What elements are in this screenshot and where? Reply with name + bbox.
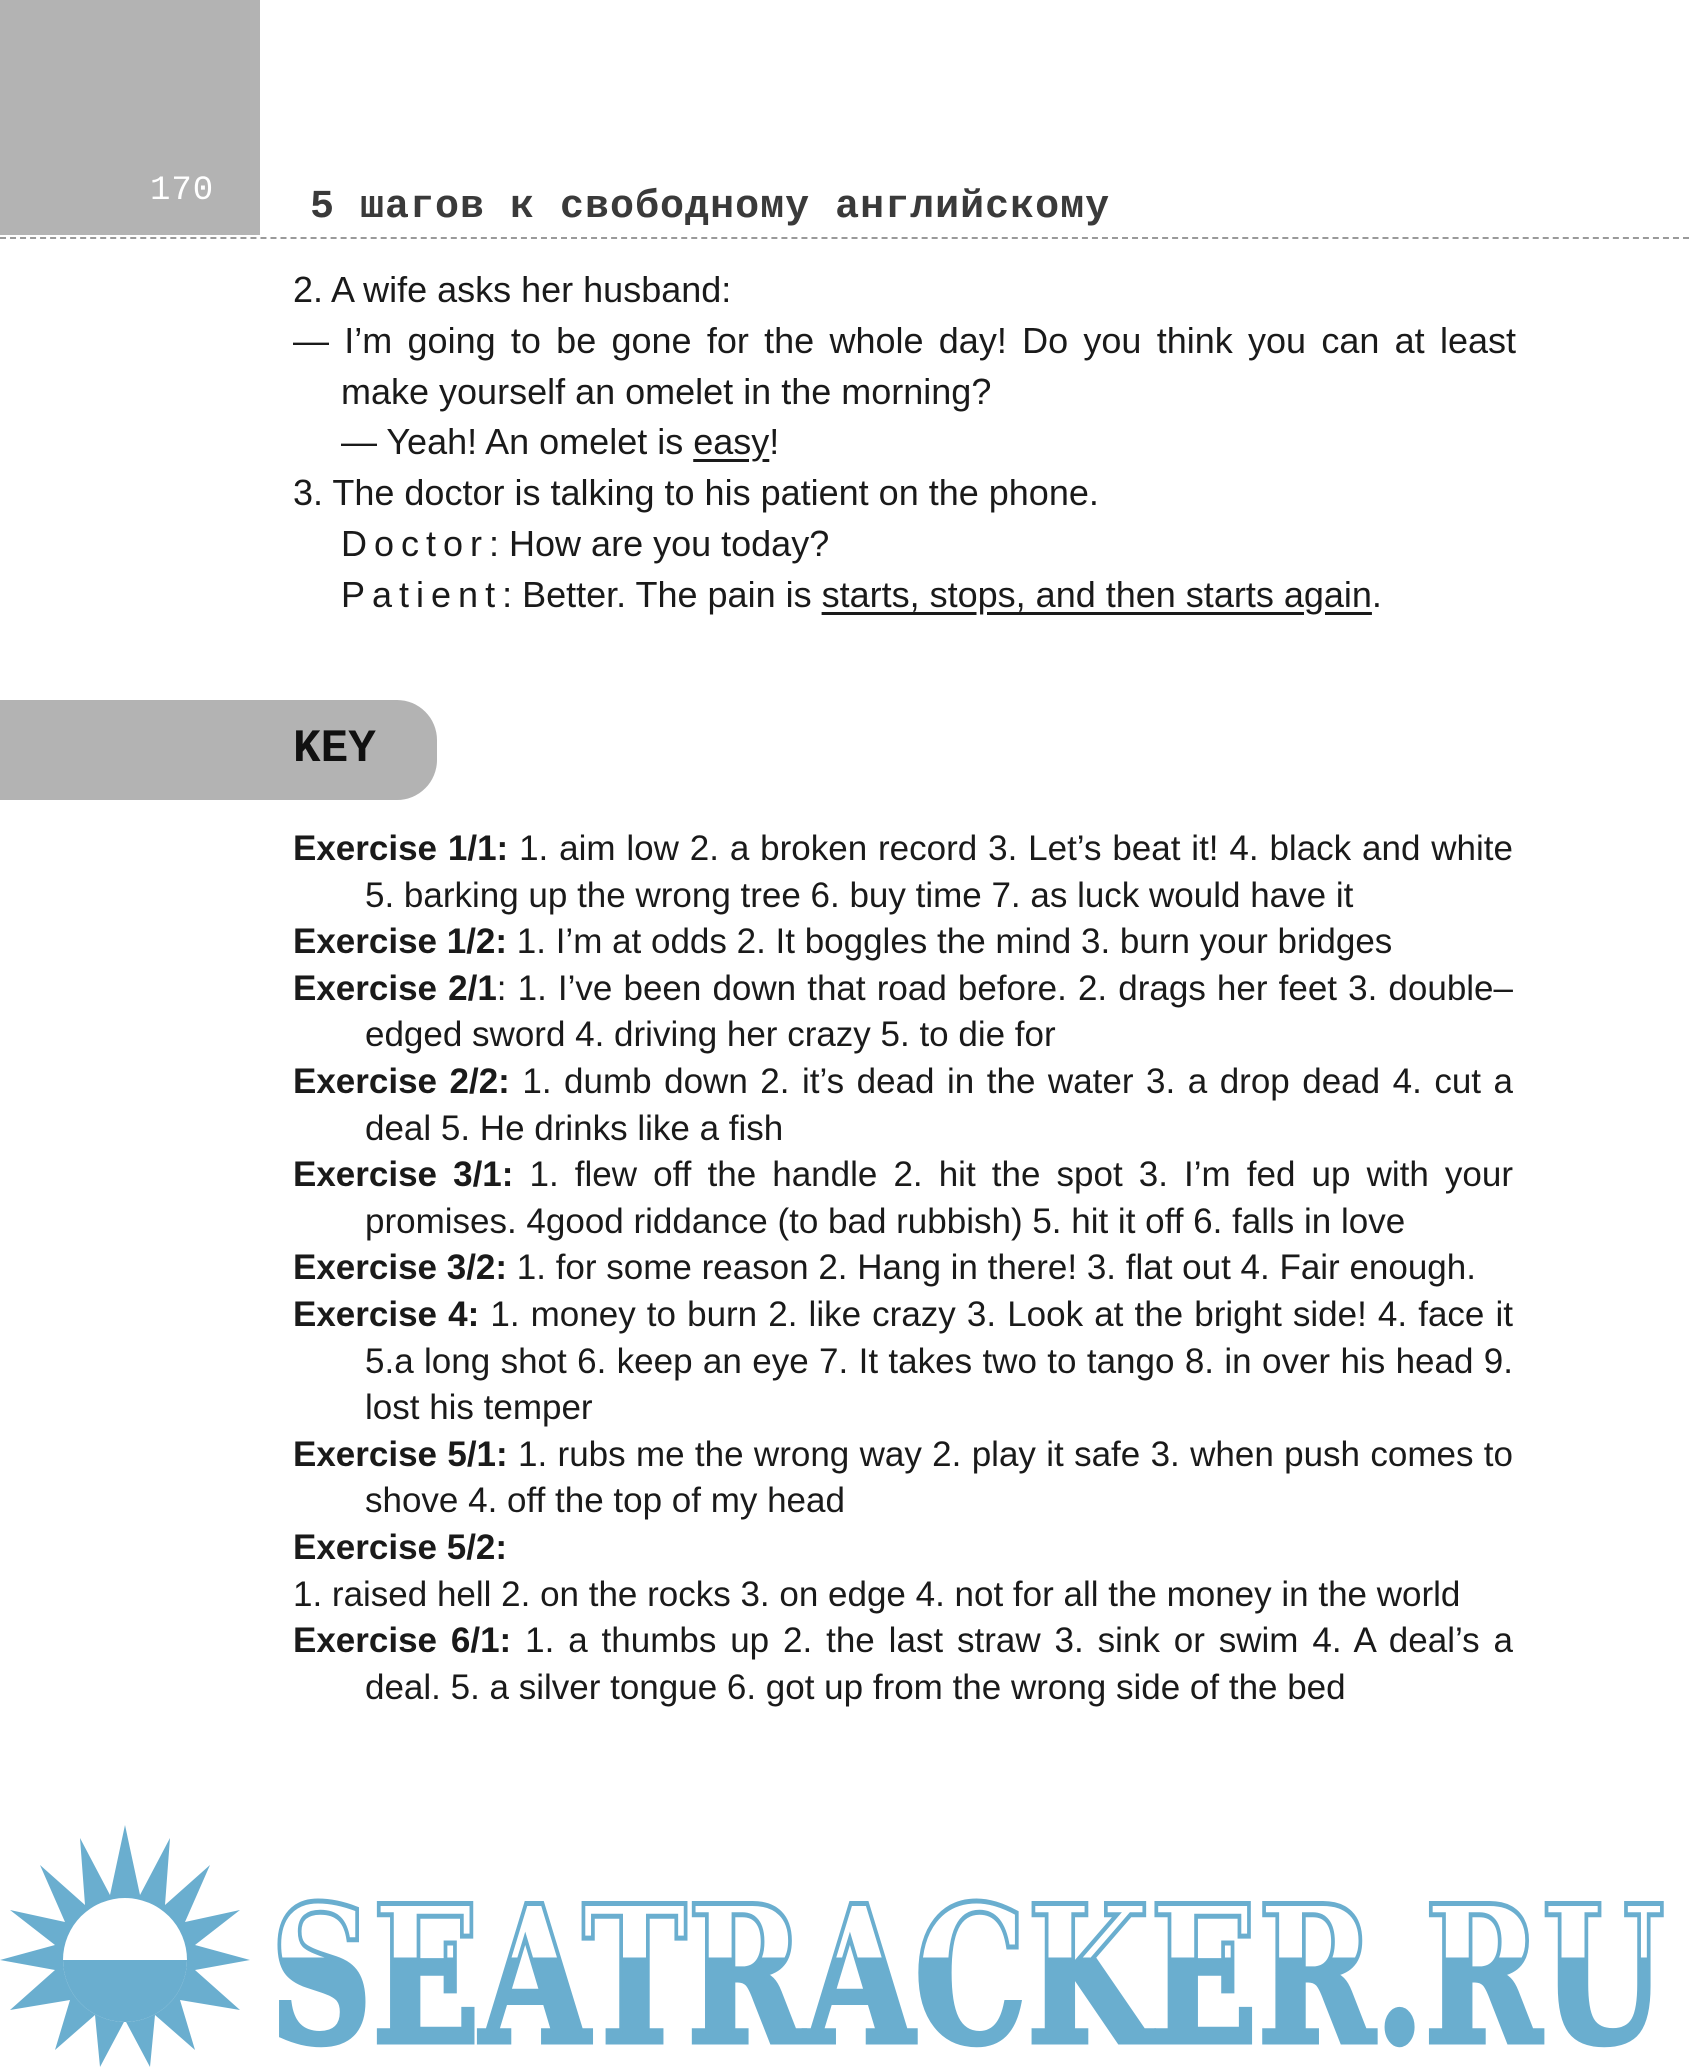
exercise-label: Exercise 4: bbox=[293, 1294, 480, 1334]
answer-entry bbox=[293, 1525, 1513, 1572]
exercise-answers: 1. I’m at odds 2. It boggles the mind 3. burn your bridges bbox=[507, 922, 1393, 962]
exercise-label: Exercise 1/1: bbox=[293, 829, 509, 868]
exercise-answers: 1. a thumbs up 2. the last straw 3. sink or swim 4. A deal’s a deal. 5. a silver tongue 6. got up from the wrong side of the bed bbox=[365, 1621, 1513, 1707]
exercise-label: Exercise 5/1: bbox=[293, 1434, 508, 1474]
exercise-answers: 1. raised hell 2. on the rocks 3. on edge 4. not for all the money in the world bbox=[293, 1574, 1461, 1614]
answer-entry bbox=[293, 1292, 1513, 1432]
doctor-text: : How are you today? bbox=[489, 522, 830, 564]
answer-entry bbox=[293, 1618, 1513, 1711]
exercise-answers: 1. rubs me the wrong way 2. play it safe 3. when push comes to shove 4. off the top of my head bbox=[365, 1434, 1513, 1521]
answer-entry bbox=[293, 1432, 1513, 1525]
exercise-label: Exercise 1/2: bbox=[293, 922, 508, 962]
answer-entry bbox=[293, 1572, 1513, 1619]
item2-intro: 2. A wife asks her husband: bbox=[293, 269, 732, 310]
exercise-label: Exercise 3/1: bbox=[293, 1155, 514, 1195]
doctor-line bbox=[293, 519, 1516, 570]
answer-entry bbox=[293, 1152, 1513, 1245]
underlined-phrase: starts, stops, and then starts again bbox=[821, 573, 1372, 615]
page-number: 170 bbox=[150, 172, 215, 210]
answer-entry bbox=[293, 1245, 1513, 1292]
sun-icon bbox=[0, 1825, 250, 2067]
exercise-label: Exercise 6/1: bbox=[293, 1621, 512, 1661]
header-gray-block bbox=[0, 0, 260, 235]
exercise-label: Exercise 5/2: bbox=[293, 1527, 508, 1567]
exercise-label: Exercise 3/2: bbox=[293, 1248, 508, 1288]
patient-text: : Better. The pain is bbox=[502, 573, 822, 615]
watermark-text: SEATRACKER.RU bbox=[270, 1864, 1665, 2067]
exercise-label: Exercise 2/1 bbox=[293, 968, 497, 1008]
patient-text-end: . bbox=[1371, 573, 1382, 615]
item2-husband-line bbox=[293, 417, 1516, 468]
key-heading: KEY bbox=[293, 723, 376, 775]
exercise-answers: : 1. I’ve been down that road before. 2. drags her feet 3. double–edged sword 4. driving her crazy 5. to die for bbox=[365, 968, 1513, 1055]
husband-line-end: ! bbox=[769, 421, 780, 463]
doctor-label: Doctor bbox=[341, 522, 490, 564]
exercise-answers: 1. money to burn 2. like crazy 3. Look at the bright side! 4. face it 5.a long shot 6. keep an eye 7. It takes two to tango 8. in over his head 9. lost his temper bbox=[365, 1294, 1513, 1428]
watermark bbox=[0, 1810, 1689, 2067]
exercise-answers: 1. dumb down 2. it’s dead in the water 3. a drop dead 4. cut a deal 5. He drinks like a fish bbox=[365, 1061, 1513, 1148]
answer-entry bbox=[293, 966, 1513, 1059]
exercise-label: Exercise 2/2: bbox=[293, 1061, 510, 1101]
header-divider bbox=[0, 237, 1689, 239]
exercise-answers: 1. aim low 2. a broken record 3. Let’s beat it! 4. black and white 5. barking up the wrong tree 6. buy time 7. as luck would have it bbox=[365, 829, 1513, 915]
patient-label: Patient bbox=[341, 573, 503, 615]
item3-intro: 3. The doctor is talking to his patient on the phone. bbox=[293, 472, 1099, 514]
patient-line bbox=[293, 570, 1516, 621]
answer-entry bbox=[293, 1059, 1513, 1152]
underlined-phrase: easy bbox=[693, 421, 770, 463]
answer-key-list bbox=[293, 826, 1513, 1711]
answer-entry bbox=[293, 919, 1513, 966]
exercise-answers: 1. flew off the handle 2. hit the spot 3. I’m fed up with your promises. 4good riddance (to bad rubbish) 5. hit it off 6. falls in love bbox=[365, 1155, 1513, 1241]
running-title: 5 шагов к свободному английскому bbox=[310, 185, 1111, 230]
exercise-answers: 1. for some reason 2. Hang in there! 3. flat out 4. Fair enough. bbox=[507, 1248, 1476, 1288]
answer-entry bbox=[293, 826, 1513, 919]
dialogue-section bbox=[293, 265, 1516, 621]
item2-wife-line: — I’m going to be gone for the whole day! Do you think you can at least make yourself an omelet in the morning? bbox=[293, 319, 1516, 412]
husband-line-text: — Yeah! An omelet is bbox=[341, 421, 694, 463]
